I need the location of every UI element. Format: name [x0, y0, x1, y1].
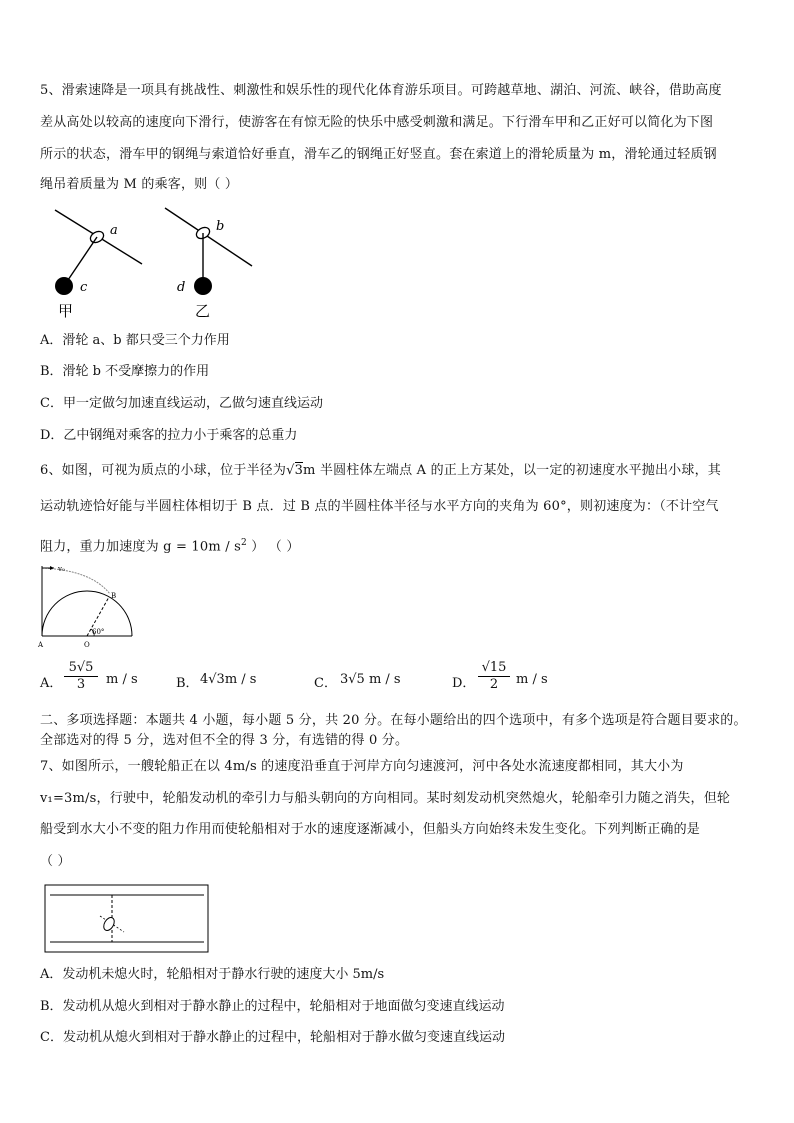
label-v0: v₀	[58, 565, 65, 573]
q6-line3-start: 阻力，重力加速度为 g = 10m / s	[40, 539, 241, 555]
q6-option-d-den: 2	[489, 677, 499, 692]
q6-radius-sqrt: 3	[294, 463, 304, 478]
q6-stem-line-1: 6、如图，可视为质点的小球，位于半径为√3m 半圆柱体左端点 A 的正上方某处，以一定的初速度水平抛出小球，其	[40, 463, 721, 478]
label-yi: 乙	[195, 302, 211, 320]
q7-stem-line-4: （ ）	[40, 854, 71, 869]
q5-stem-line-1: 5、滑索速降是一项具有挑战性、刺激性和娱乐性的现代化体育游乐项目。可跨越草地、湖泊、河流、峡谷，借助高度	[40, 83, 722, 98]
q6-option-a-den: 3	[76, 677, 86, 692]
label-c: c	[80, 280, 88, 295]
section2-line-1: 二、多项选择题：本题共 4 小题，每小题 5 分，共 20 分。在每小题给出的四个选项中，有多个选项是符合题目要求的。	[40, 713, 747, 728]
q6-option-c-value: 3√5 m / s	[340, 672, 401, 687]
q6-option-d-label: D．	[452, 676, 476, 691]
q7-stem-line-3: 船受到水大小不变的阻力作用而使轮船相对于水的速度逐渐减小，但船头方向始终未发生变化。下列判断正确的是	[40, 822, 701, 837]
q6-line3-sup: 2	[241, 538, 247, 548]
q6-figure	[36, 562, 136, 650]
q6-line1-start: 6、如图，可视为质点的小球，位于半径为	[40, 463, 287, 478]
q6-radius-unit: m	[303, 463, 316, 478]
q5-option-c: C．甲一定做匀加速直线运动，乙做匀速直线运动	[40, 396, 323, 411]
q6-option-d-unit: m / s	[516, 672, 548, 687]
q7-option-a: A．发动机未熄火时，轮船相对于静水行驶的速度大小 5m/s	[40, 967, 385, 982]
q6-line1-end: 半圆柱体左端点 A 的正上方某处，以一定的初速度水平抛出小球，其	[315, 463, 721, 478]
passenger-ball-yi	[194, 277, 212, 295]
label-A: A	[38, 641, 44, 649]
label-O: O	[84, 641, 90, 649]
q6-option-a-num: 5√5	[64, 660, 98, 677]
q5-option-b: B．滑轮 b 不受摩擦力的作用	[40, 364, 210, 379]
q6-option-a-unit: m / s	[106, 672, 138, 687]
q5-option-a: A．滑轮 a、b 都只受三个力作用	[40, 333, 230, 348]
section2-line-2: 全部选对的得 5 分，选对但不全的得 3 分，有选错的得 0 分。	[40, 733, 409, 748]
label-b: b	[216, 219, 225, 234]
label-a: a	[110, 223, 118, 238]
label-B: B	[111, 592, 117, 600]
q7-stem-line-2: v₁=3m/s，行驶中，轮船发动机的牵引力与船头朝向的方向相同。某时刻发动机突然熄火，轮船牵引力随之消失，但轮	[40, 791, 731, 806]
q6-option-b-label: B．	[176, 676, 199, 691]
q6-option-a-label: A．	[40, 676, 63, 691]
q6-line3-end: ） （ ）	[246, 539, 300, 555]
q6-option-d-frac	[478, 660, 510, 693]
q7-river-figure	[44, 884, 210, 954]
q5-stem-line-3: 所示的状态，滑车甲的钢绳与索道恰好垂直，滑车乙的钢绳正好竖直。套在索道上的滑轮质量为 m，滑轮通过轻质钢	[40, 147, 717, 162]
q6-option-b-value: 4√3m / s	[200, 672, 257, 687]
label-jia: 甲	[58, 302, 74, 320]
passenger-ball-jia	[55, 277, 73, 295]
q5-figure	[40, 200, 280, 324]
q6-option-d-num: √15	[478, 660, 510, 677]
label-angle: 60°	[92, 628, 105, 636]
q6-option-c-label: C．	[314, 676, 337, 691]
q5-stem-line-2: 差从高处以较高的速度向下滑行，使游客在有惊无险的快乐中感受刺激和满足。下行滑车甲和乙正好可以简化为下图	[40, 115, 714, 130]
q7-option-c: C．发动机从熄火到相对于静水静止的过程中，轮船相对于静水做匀变速直线运动	[40, 1030, 505, 1045]
q6-stem-line-3	[40, 534, 300, 556]
label-d: d	[177, 280, 186, 295]
q7-option-b: B．发动机从熄火到相对于静水静止的过程中，轮船相对于地面做匀变速直线运动	[40, 999, 505, 1014]
q5-stem-line-4: 绳吊着质量为 M 的乘客，则（ ）	[40, 177, 239, 192]
q5-option-d: D．乙中钢绳对乘客的拉力小于乘客的总重力	[40, 428, 298, 443]
q6-option-a-frac	[64, 660, 98, 693]
q7-stem-line-1: 7、如图所示，一艘轮船正在以 4m/s 的速度沿垂直于河岸方向匀速渡河，河中各处水流速度都相同，其大小为	[40, 759, 684, 774]
q6-stem-line-2: 运动轨迹恰好能与半圆柱体相切于 B 点．过 B 点的半圆柱体半径与水平方向的夹角为 60°，则初速度为：（不计空气	[40, 499, 719, 514]
